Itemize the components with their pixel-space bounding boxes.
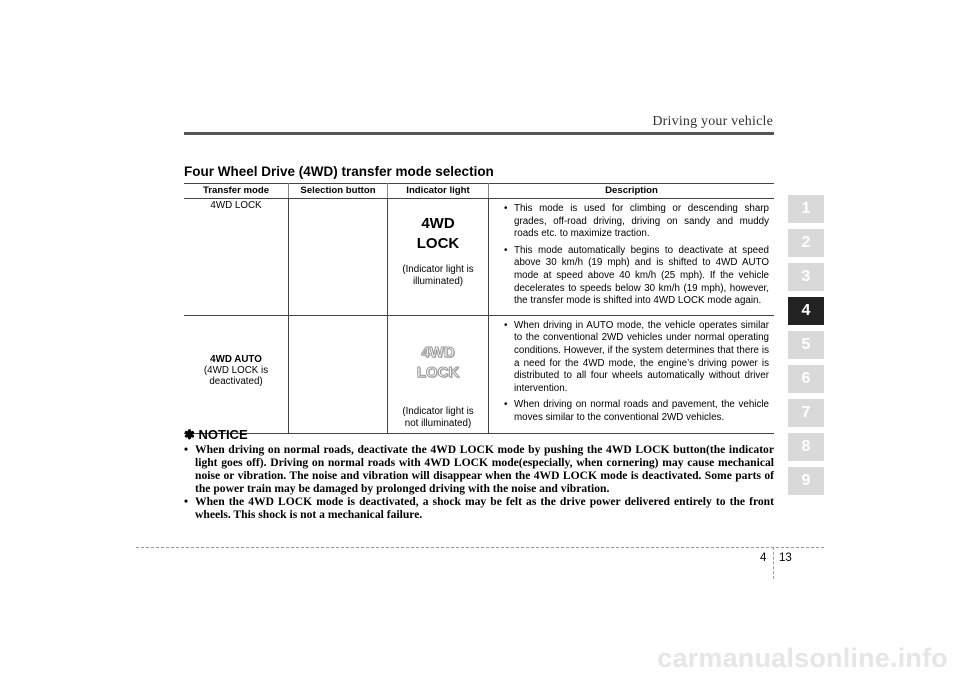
column-header-selection-button: Selection button <box>289 184 388 199</box>
indicator-caption <box>389 406 487 430</box>
indicator-text-line2: LOCK <box>416 235 460 252</box>
indicator-caption-line1: (Indicator light is <box>402 405 474 417</box>
selection-button-cell <box>289 315 388 433</box>
selection-button-cell <box>289 199 388 316</box>
chapter-tab-2[interactable]: 2 <box>788 229 824 257</box>
description-item: • This mode automatically begins to deactivate at speed above 30 km/h (19 mph) and is shifted to 4WD AUTO mode at speed above 40 km/h (25 mph). If the vehicle decelerates to speeds below 30 km/h (19 mph), however, the transfer mode is shifted into 4WD LOCK mode again. <box>504 245 769 308</box>
section-title: Four Wheel Drive (4WD) transfer mode selection <box>184 164 494 179</box>
column-header-indicator-light: Indicator light <box>388 184 489 199</box>
transfer-mode-table <box>184 183 774 434</box>
chapter-tab-6[interactable]: 6 <box>788 365 824 393</box>
running-header-title: Driving your vehicle <box>652 114 773 129</box>
indicator-4wd-lock-lit <box>389 214 487 254</box>
page-chapter-number: 4 <box>760 552 767 564</box>
description-list <box>490 200 773 314</box>
chapter-tab-9[interactable]: 9 <box>788 467 824 495</box>
footer-divider <box>773 547 774 579</box>
indicator-caption-line2: not illuminated) <box>404 417 472 429</box>
description-item: • When driving in AUTO mode, the vehicle operates similar to the conventional 2WD vehicles under normal operating conditions. However, if the system determines that there is a need for the 4WD mode, the engine’s driving power is distributed to all four wheels automatically without driver intervention. <box>504 320 769 396</box>
indicator-caption-line2: illuminated) <box>412 276 464 287</box>
chapter-tab-8[interactable]: 8 <box>788 433 824 461</box>
indicator-text-line1: 4WD <box>421 343 455 361</box>
page-number: 13 <box>779 552 792 564</box>
indicator-4wd-lock-unlit <box>389 343 487 383</box>
notice-list <box>184 443 774 522</box>
chapter-tab-5[interactable]: 5 <box>788 331 824 359</box>
footer-rule <box>136 547 824 548</box>
transfer-mode-name: 4WD AUTO <box>210 353 262 365</box>
header-rule <box>184 132 774 135</box>
indicator-caption <box>389 264 487 288</box>
indicator-caption-line1: (Indicator light is <box>402 264 474 275</box>
chapter-tab-1[interactable]: 1 <box>788 195 824 223</box>
column-header-description: Description <box>489 184 775 199</box>
transfer-mode-note-line2: deactivated) <box>209 375 263 387</box>
indicator-light-cell <box>388 199 489 316</box>
transfer-mode-cell <box>184 315 289 433</box>
indicator-light-cell <box>388 315 489 433</box>
chapter-tab-4[interactable]: 4 <box>788 297 824 325</box>
indicator-text-line1: 4WD <box>421 215 455 232</box>
table-row <box>184 315 774 433</box>
table-row <box>184 199 774 316</box>
transfer-mode-note-line1: (4WD LOCK is <box>203 364 269 376</box>
chapter-tab-3[interactable]: 3 <box>788 263 824 291</box>
chapter-tab-7[interactable]: 7 <box>788 399 824 427</box>
column-header-transfer-mode: Transfer mode <box>184 184 289 199</box>
description-cell <box>489 315 775 433</box>
indicator-text-line2: LOCK <box>416 363 460 381</box>
description-item: • When driving on normal roads and pavement, the vehicle moves similar to the conventional 2WD vehicles. <box>504 399 769 424</box>
transfer-mode-cell <box>184 199 289 316</box>
watermark-text: carmanualsonline.info <box>657 643 948 673</box>
transfer-mode-name: 4WD LOCK <box>210 200 262 211</box>
description-list <box>490 317 773 431</box>
notice-item: • When driving on normal roads, deactivate the 4WD LOCK mode by pushing the 4WD LOCK button(the indicator light goes off). Driving on normal roads with 4WD LOCK mode(especially, when cornering) may cause mechanical noise or vibration. The noise and vibration will disappear when the 4WD LOCK mode is deactivated. Some parts of the power train may be damaged by prolonged driving with the noise and vibration. <box>184 443 774 495</box>
notice-title: ✽ NOTICE <box>184 427 248 442</box>
description-cell <box>489 199 775 316</box>
description-item: • This mode is used for climbing or descending sharp grades, off-road driving, driving on sandy and muddy roads etc. to maximize traction. <box>504 203 769 241</box>
notice-item: • When the 4WD LOCK mode is deactivated, a shock may be felt as the drive power delivered entirely to the front wheels. This shock is not a mechanical failure. <box>184 495 774 521</box>
table-header-row <box>184 184 774 199</box>
chapter-tabs <box>788 195 824 501</box>
